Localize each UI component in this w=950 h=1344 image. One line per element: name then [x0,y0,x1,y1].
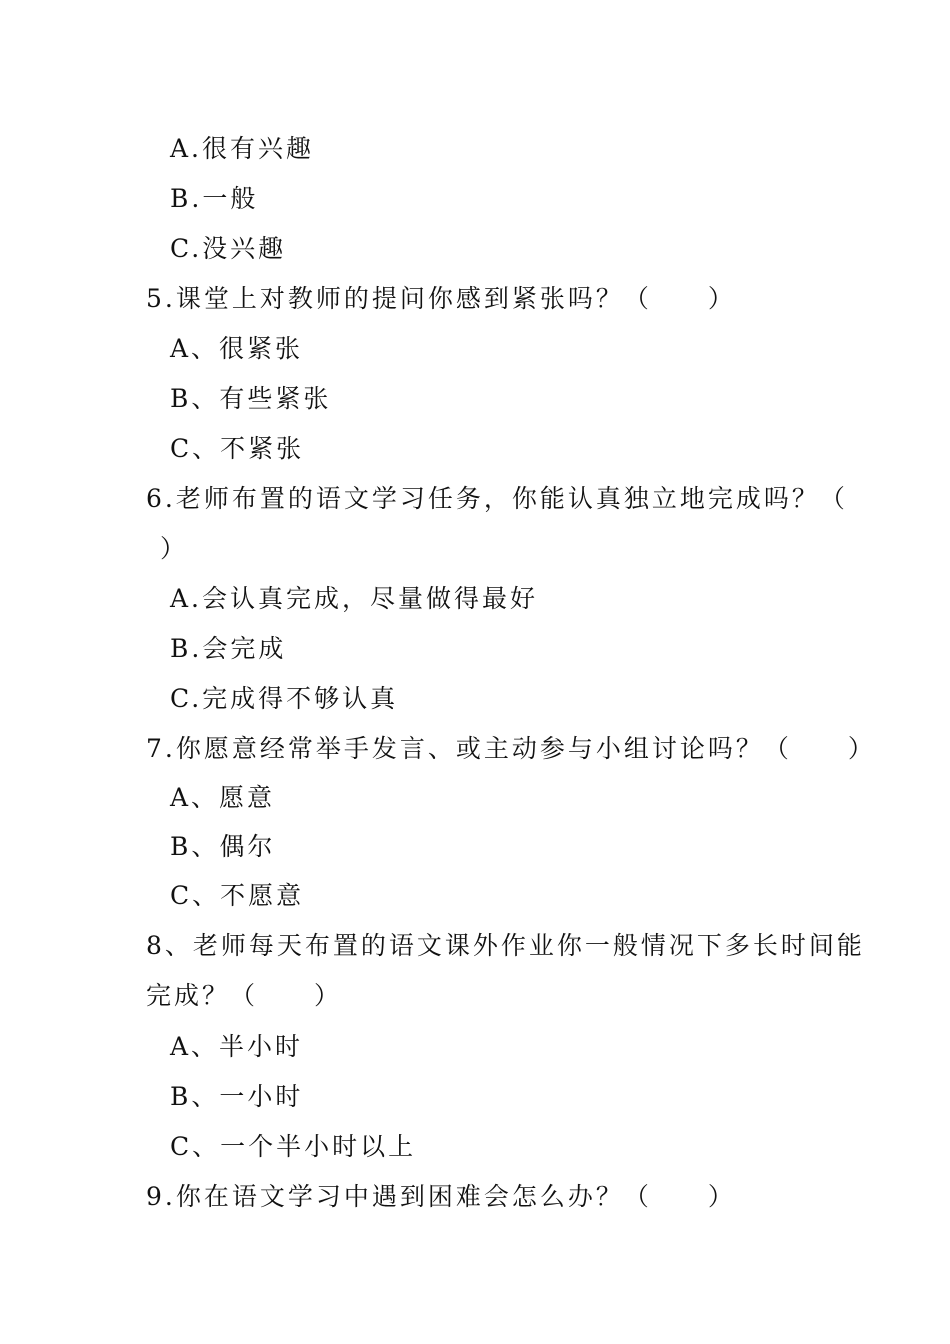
question-7: 7.你愿意经常举手发言、或主动参与小组讨论吗？（ ） [146,734,876,763]
question-8-continuation: 完成？（ ） [146,981,343,1010]
q4-option-c: C.没兴趣 [170,234,287,263]
question-5: 5.课堂上对教师的提问你感到紧张吗？（ ） [146,284,736,313]
question-6-continuation: ） [160,534,189,563]
q7-option-a: A、愿意 [170,783,276,812]
q8-option-c: C、一个半小时以上 [170,1132,417,1161]
question-9: 9.你在语文学习中遇到困难会怎么办？（ ） [146,1182,736,1211]
q7-option-b: B、偶尔 [170,832,276,861]
q6-option-c: C.完成得不够认真 [170,684,399,713]
q6-option-a: A.会认真完成，尽量做得最好 [170,584,539,613]
question-6: 6.老师布置的语文学习任务，你能认真独立地完成吗？（ [146,484,848,513]
q4-option-a: A.很有兴趣 [170,134,315,163]
q8-option-a: A、半小时 [170,1032,304,1061]
q5-option-b: B、有些紧张 [170,384,332,413]
question-8: 8、老师每天布置的语文课外作业你一般情况下多长时间能 [146,931,865,960]
q5-option-a: A、很紧张 [170,334,304,363]
q8-option-b: B、一小时 [170,1082,304,1111]
q5-option-c: C、不紧张 [170,434,305,463]
q7-option-c: C、不愿意 [170,881,305,910]
q4-option-b: B.一般 [170,184,259,213]
q6-option-b: B.会完成 [170,634,287,663]
